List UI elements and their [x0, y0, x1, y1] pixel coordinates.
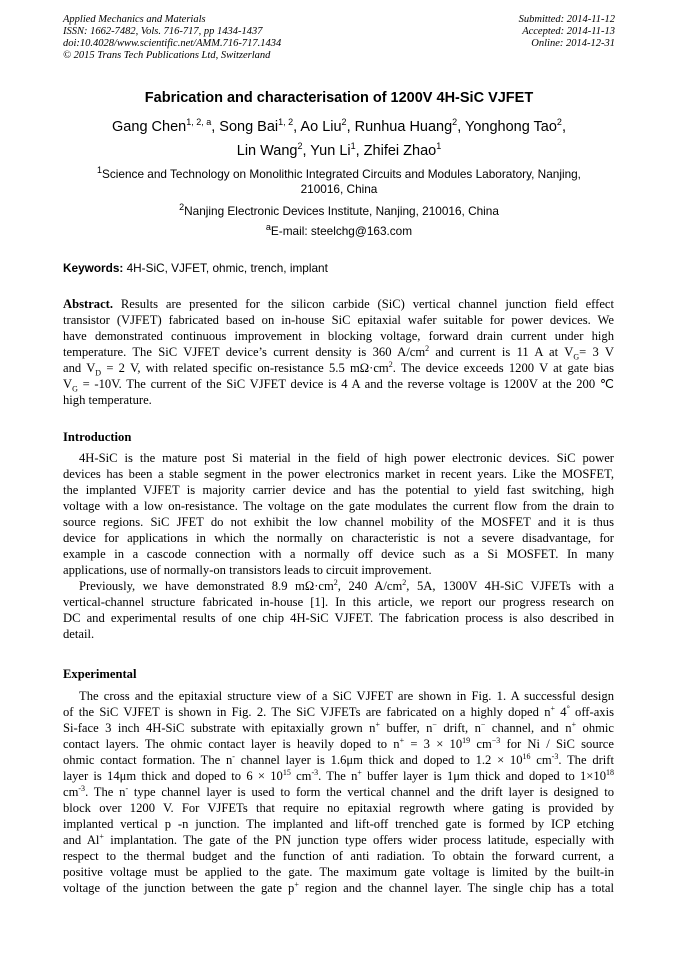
- exp-line: The cross and the epitaxial structure view of a SiC VJFET are shown in Fig. 1. A successful design: [79, 689, 614, 703]
- exp-line: $cm^{-3}$. The n- type channel layer is used to form the vertical channel and the drift layer is designed to: [63, 783, 614, 799]
- paper-title: Fabrication and characterisation of 1200V 4H-SiC VJFET: [144, 90, 534, 106]
- abstract-line: temperature. The SiC VJFET device’s current density is 360 $A/cm^2$ and current is 11 A at $V_G= 3$ V: [63, 343, 614, 362]
- accepted-date: Accepted: 2014-11-13: [522, 26, 615, 37]
- abstract-line: high temperature.: [63, 393, 152, 407]
- exp-line: contact layers. The ohmic contact layer is heavily doped to $n^+ = 3 \times 10^{19}$ $cm^{-3}$ for Ni / SiC source: [63, 735, 614, 751]
- experimental-paragraph-1: [63, 688, 614, 896]
- intro-line: example in a cascode connection with a normally off device such as a Si MOSFET. In many: [63, 547, 614, 561]
- section-heading-introduction: Introduction: [63, 430, 132, 444]
- affiliation-1: $^1$Science and Technology on Monolithic Integrated Circuits and Modules Laboratory, Nanjing, 210016, China: [97, 165, 581, 196]
- introduction-paragraph-2: [63, 578, 614, 642]
- abstract: [63, 296, 614, 408]
- exp-line: positive voltage must be applied to the gate. The maximum gate voltage is limited by the built-in: [63, 865, 614, 879]
- submission-dates: [519, 14, 615, 50]
- intro-line: device for applications in which the normally on characteristic is not a severe disadvantage, for: [63, 531, 614, 545]
- abstract-line: $V_G = -10V$. The current of the SiC VJFET device is 4 A and the reverse voltage is 1200V at the 200 ℃: [63, 377, 614, 394]
- abstract-line: Abstract. Results are presented for the silicon carbide (SiC) vertical channel junction field effect: [63, 297, 614, 311]
- intro-line: detail.: [63, 627, 95, 641]
- intro-line: devices has been a stable segment in the power electronics market in recent years. Like the MOSFET,: [63, 467, 614, 481]
- exp-line: and Al+ implantation. The gate of the PN junction type offers wider process latitude, especially with: [63, 831, 614, 847]
- exp-line: respect to the thermal budget and the function of anti radiation. To obtain the forward current, a: [63, 849, 614, 863]
- abstract-label: Abstract.: [63, 297, 114, 311]
- intro-line: Previously, we have demonstrated 8.9 $m\Omega\cdot cm^2$, 240 $A/cm^2$, 5A, 1300V 4H-SiC VJFETs with a: [79, 577, 615, 593]
- authors-line-1: Gang Chen$^{1, 2, a}$, Song Bai$^{1, 2}$, Ao Liu$^2$, Runhua Huang$^2$, Yonghong Tao$^2$,: [112, 117, 566, 135]
- journal-name: Applied Mechanics and Materials: [63, 14, 206, 25]
- keywords-label: Keywords:: [63, 261, 124, 275]
- intro-line: the implanted VJFET is majority carrier device and has the potential to yield fast switching, high: [63, 483, 614, 497]
- online-date: Online: 2014-12-31: [531, 38, 615, 49]
- affiliation-2: $^2$Nanjing Electronic Devices Institute, Nanjing, 210016, China: [179, 202, 499, 218]
- exp-line: implanted vertical p -n junction. The implanted and lift-off trenched gate is formed by ICP etching: [63, 817, 614, 831]
- doi-line: doi:10.4028/www.scientific.net/AMM.716-717.1434: [63, 38, 282, 49]
- author-email: $^a$E-mail: steelchg@163.com: [265, 222, 413, 238]
- abstract-line: have demonstrated continuous improvement in blocking voltage, forward drain current under high: [63, 329, 614, 343]
- exp-line: Si-face 3 inch 4H-SiC substrate with epitaxially grown n+ buffer, n− drift, n− channel, and n+ ohmic: [63, 719, 615, 735]
- exp-line: of the SiC VJFET is shown in Fig. 2. The SiC VJFETs are fabricated on a highly doped n+ 4° off-axis: [63, 703, 614, 719]
- intro-line: DC and experimental results of one chip 4H-SiC VJFET. The fabrication process is also described in: [63, 611, 614, 625]
- introduction-paragraph-1: [63, 450, 614, 578]
- abstract-line: and $V_D = 2$ V, with related specific on-resistance 5.5 $m\Omega\cdot cm^2$. The device exceeds 1200 V at gate bias: [63, 359, 614, 378]
- intro-line: source regions. SiC JFET do not exhibit the low channel mobility of the MOSFET and it is thus: [63, 515, 614, 529]
- journal-info: [63, 14, 281, 62]
- exp-line: ohmic contact formation. The n- channel layer is 1.6μm thick and doped to $1.2 \times 10^{16}$ $cm^{-3}$. The drift: [63, 751, 614, 767]
- intro-line: vertical-channel structure fabricated in-house [1]. In this article, we report our progress research on: [63, 595, 614, 609]
- intro-line: voltage with a low on-resistance. The voltage on the gate modulates the current flow from the drain to: [63, 499, 614, 513]
- exp-line: voltage of the junction between the gate p+ region and the channel layer. The single chip has a total: [63, 879, 614, 895]
- intro-line: applications, use of normally-on transistors leads to circuit improvement.: [63, 563, 432, 577]
- copyright-line: © 2015 Trans Tech Publications Ltd, Switzerland: [63, 50, 271, 61]
- authors-line-2: Lin Wang$^2$, Yun Li$^1$, Zhifei Zhao$^1$: [236, 141, 442, 159]
- section-heading-experimental: Experimental: [63, 667, 137, 681]
- keywords-text: 4H-SiC, VJFET, ohmic, trench, implant: [126, 261, 328, 275]
- exp-line: block over 1200 V. For VJFETs that require no epitaxial regrowth where gating is provided by: [63, 801, 614, 815]
- intro-line: 4H-SiC is the mature post Si material in the field of high power electronic devices. SiC power: [79, 451, 614, 465]
- keywords: [63, 261, 328, 275]
- abstract-line: transistor (VJFET) fabricated based on in-house SiC epitaxial wafer suitable for power devices. We: [63, 313, 614, 327]
- exp-line: layer is 14μm thick and doped to $6 \times 10^{15}$ $cm^{-3}$. The n+ buffer layer is 1μm thick and doped to $1\times 10^{18}$: [63, 767, 614, 783]
- issn-line: ISSN: 1662-7482, Vols. 716-717, pp 1434-1437: [63, 26, 263, 37]
- submitted-date: Submitted: 2014-11-12: [518, 14, 615, 25]
